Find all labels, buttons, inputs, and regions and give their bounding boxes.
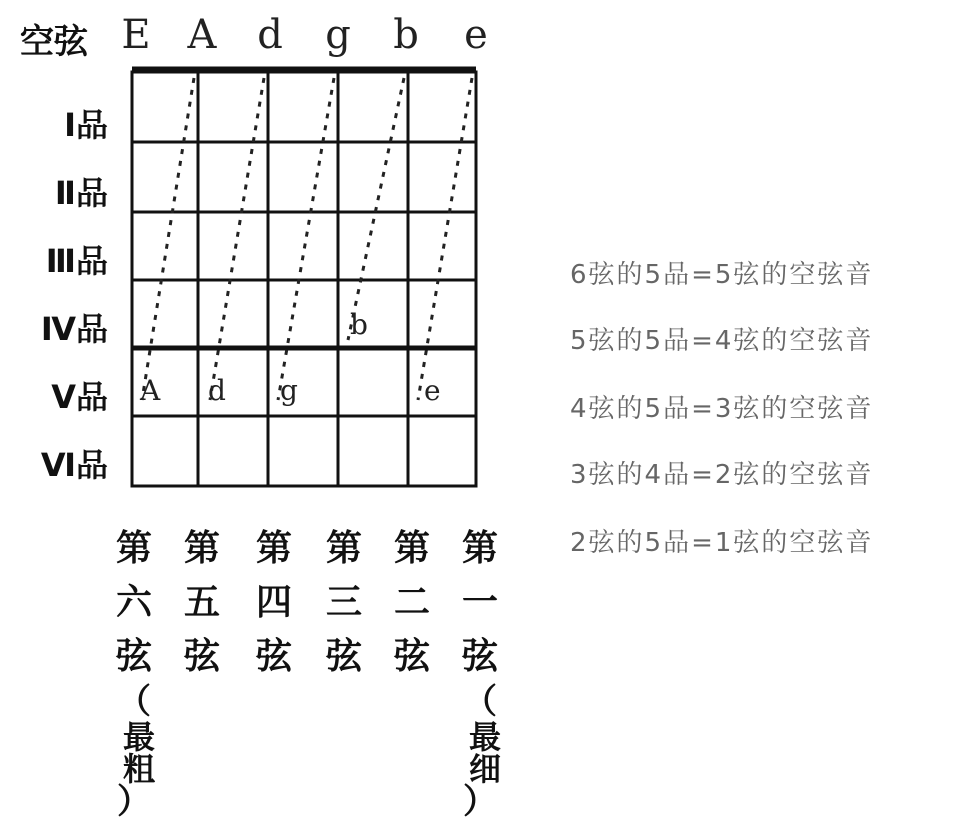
string-number: 一 (461, 582, 498, 623)
open-note-b: b (393, 12, 419, 58)
string-ordinal: 第 (461, 528, 498, 569)
string-label-3 (324, 522, 364, 684)
tuning-connector (278, 78, 334, 400)
string-note-close: ） (117, 782, 151, 822)
string-name: 弦 (393, 636, 430, 677)
string-name: 弦 (183, 636, 220, 677)
open-note-e-low: E (121, 12, 151, 58)
string-number: 五 (183, 582, 220, 623)
string-label-2 (392, 522, 432, 684)
fret-label-5: Ⅴ品 (51, 378, 108, 416)
tuning-connector (348, 78, 404, 340)
tuning-note-5: 2弦的5品=1弦的空弦音 (570, 528, 874, 558)
string-ordinal: 第 (183, 528, 220, 569)
string-label-6 (114, 522, 154, 820)
fret-label-4: Ⅳ品 (40, 310, 108, 348)
tuning-note-4: 3弦的4品=2弦的空弦音 (570, 460, 874, 490)
fret-note-a: A (140, 374, 161, 407)
string-number: 三 (325, 582, 362, 623)
string-note: 最细 (464, 720, 502, 784)
string-label-1 (460, 522, 500, 820)
open-note-g: g (325, 12, 351, 58)
open-note-e-high: e (464, 12, 488, 58)
string-number: 二 (393, 582, 430, 623)
string-label-4 (254, 522, 294, 684)
fret-note-e: e (424, 374, 441, 407)
fret-label-3: Ⅲ品 (45, 242, 108, 280)
string-note: 最粗 (118, 720, 156, 784)
tuning-connector (142, 78, 194, 400)
string-ordinal: 第 (393, 528, 430, 569)
tuning-note-2: 5弦的5品=4弦的空弦音 (570, 326, 874, 356)
string-note-close: ） (463, 782, 497, 822)
string-name: 弦 (255, 636, 292, 677)
fret-note-d: d (208, 374, 226, 407)
fret-label-6: Ⅵ品 (40, 446, 108, 484)
open-note-a: A (187, 12, 217, 58)
tuning-note-1: 6弦的5品=5弦的空弦音 (570, 260, 874, 290)
string-number: 六 (115, 582, 152, 623)
string-note-open: （ (463, 682, 497, 722)
string-name: 弦 (461, 636, 498, 677)
fret-note-g: g (280, 374, 298, 407)
tuning-connector (418, 78, 472, 400)
string-ordinal: 第 (115, 528, 152, 569)
open-string-label: 空弦 (20, 22, 88, 62)
tuning-connector (210, 78, 264, 400)
string-name: 弦 (115, 636, 152, 677)
string-ordinal: 第 (255, 528, 292, 569)
string-ordinal: 第 (325, 528, 362, 569)
fret-label-2: Ⅱ品 (54, 174, 108, 212)
string-name: 弦 (325, 636, 362, 677)
string-label-5 (182, 522, 222, 684)
open-note-d: d (257, 12, 283, 58)
string-note-open: （ (117, 682, 151, 722)
fret-note-b: b (350, 308, 368, 341)
string-number: 四 (255, 582, 292, 623)
tuning-note-3: 4弦的5品=3弦的空弦音 (570, 394, 874, 424)
fret-label-1: Ⅰ品 (64, 106, 108, 144)
